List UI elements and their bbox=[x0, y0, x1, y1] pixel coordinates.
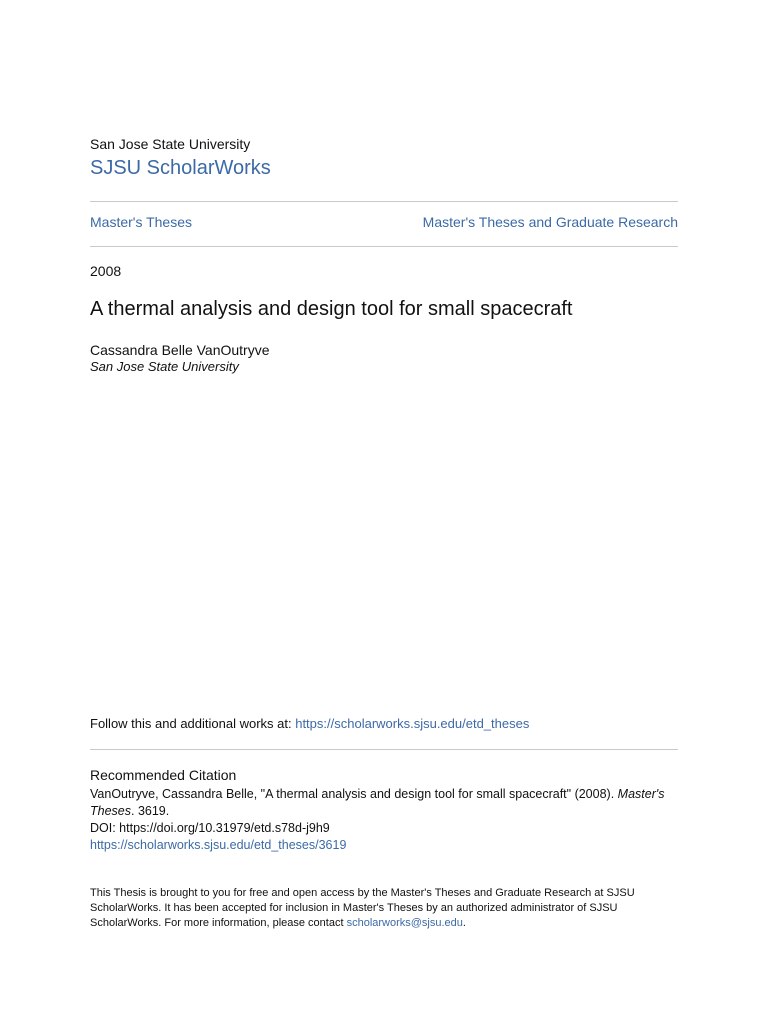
follow-link[interactable]: https://scholarworks.sjsu.edu/etd_theses bbox=[295, 716, 530, 731]
repository-link[interactable]: SJSU ScholarWorks bbox=[90, 157, 271, 179]
citation-heading: Recommended Citation bbox=[90, 767, 237, 783]
citation-link[interactable]: https://scholarworks.sjsu.edu/etd_theses/3619 bbox=[90, 838, 347, 852]
footer-text: This Thesis is brought to you for free and open access by the Master's Theses and Graduate Research at SJSU ScholarWorks. It has been accepted for inclusion in Master's Theses by an authorized administrator of SJSU ScholarWorks. For more information, please contact bbox=[90, 887, 635, 929]
collection-link-masters-theses[interactable]: Master's Theses bbox=[90, 214, 193, 230]
citation-number: . 3619. bbox=[131, 804, 170, 818]
footer-notice bbox=[90, 886, 650, 931]
citation-series: Master's Theses bbox=[90, 787, 665, 818]
follow-prefix: Follow this and additional works at: bbox=[90, 716, 296, 731]
divider-nav bbox=[90, 246, 678, 247]
citation-text: VanOutryve, Cassandra Belle, "A thermal analysis and design tool for small spacecraft" (2008). bbox=[90, 787, 618, 801]
paper-title: A thermal analysis and design tool for small spacecraft bbox=[90, 298, 573, 320]
institution-name: San Jose State University bbox=[90, 136, 251, 152]
collection-link-graduate-research[interactable]: Master's Theses and Graduate Research bbox=[422, 214, 678, 230]
contact-email-link[interactable]: scholarworks@sjsu.edu bbox=[346, 917, 463, 929]
footer-end: . bbox=[462, 917, 466, 929]
author-name: Cassandra Belle VanOutryve bbox=[90, 342, 270, 358]
author-affiliation: San Jose State University bbox=[90, 359, 239, 374]
follow-line bbox=[90, 716, 529, 731]
divider-top bbox=[90, 201, 678, 202]
cover-page bbox=[90, 0, 678, 1024]
publication-year: 2008 bbox=[90, 263, 122, 279]
citation-doi: DOI: https://doi.org/10.31979/etd.s78d-j9h9 bbox=[90, 821, 330, 835]
divider-citation bbox=[90, 749, 678, 750]
citation-block bbox=[90, 786, 678, 837]
